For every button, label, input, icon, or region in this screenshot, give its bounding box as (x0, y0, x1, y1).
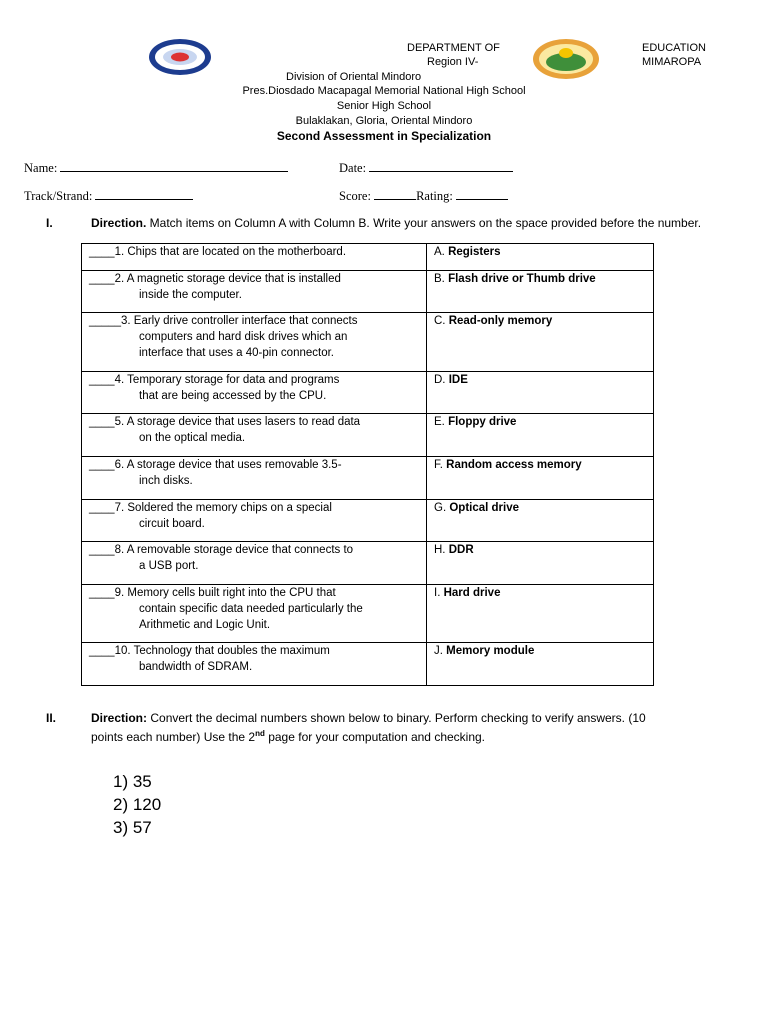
question-text: 9. Memory cells built right into the CPU that (114, 587, 336, 599)
answer-blank[interactable]: ____ (89, 374, 115, 386)
answer-blank[interactable]: ____ (89, 587, 115, 599)
column-a-cell (82, 244, 427, 271)
rating-label: Rating: (416, 189, 453, 203)
column-a-cell (82, 457, 427, 500)
choice-text: Registers (448, 246, 501, 258)
question-text: 1. Chips that are located on the motherboard. (114, 246, 347, 258)
column-b-cell (427, 414, 654, 457)
choice-text: Flash drive or Thumb drive (448, 273, 596, 285)
table-row (82, 585, 654, 643)
division-seal-logo (532, 38, 600, 80)
column-b-cell (427, 313, 654, 372)
question-continuation: computers and hard disk drives which an (139, 331, 348, 343)
choice-text: IDE (448, 374, 468, 386)
question-line (89, 500, 420, 516)
answer-blank[interactable]: ____ (89, 273, 115, 285)
score-label: Score: (339, 189, 371, 203)
table-row (82, 271, 654, 313)
date-blank[interactable] (369, 160, 513, 172)
division-name: Division of Oriental Mindoro (286, 71, 422, 83)
column-a-cell (82, 271, 427, 313)
matching-table (81, 243, 654, 686)
region-left: Region IV- (427, 56, 479, 68)
question-text: 7. Soldered the memory chips on a special (114, 502, 332, 514)
table-row (82, 372, 654, 414)
region-right: MIMAROPA (642, 56, 702, 68)
question-line (89, 271, 420, 287)
choice-text: Floppy drive (448, 416, 517, 428)
question-continuation: that are being accessed by the CPU. (139, 390, 327, 402)
question-line (89, 414, 420, 430)
table-row (82, 457, 654, 500)
column-b-cell (427, 542, 654, 585)
choice-text: Read-only memory (448, 315, 553, 327)
column-b-cell (427, 457, 654, 500)
question-line (89, 372, 420, 388)
name-label: Name: (24, 161, 58, 175)
table-row (82, 414, 654, 457)
column-b-cell (427, 585, 654, 643)
column-a-cell (82, 414, 427, 457)
column-b-cell (427, 500, 654, 542)
column-b-cell (427, 372, 654, 414)
column-a-cell (82, 500, 427, 542)
school-name: Pres.Diosdado Macapagal Memorial National High School (242, 85, 526, 97)
name-blank[interactable] (60, 160, 288, 172)
question-text: 4. Temporary storage for data and programs (114, 374, 340, 386)
answer-blank[interactable]: ____ (89, 416, 115, 428)
question-text: 3. Early drive controller interface that connects (120, 315, 358, 327)
answer-blank[interactable]: ____ (89, 502, 115, 514)
question-line (89, 457, 420, 473)
column-a-cell (82, 372, 427, 414)
question-line (89, 643, 420, 659)
page-title: Second Assessment in Specialization (276, 129, 492, 143)
column-a-cell (82, 585, 427, 643)
question-continuation: interface that uses a 40-pin connector. (139, 347, 334, 359)
question-continuation: inside the computer. (139, 289, 242, 301)
dept-left: DEPARTMENT OF (407, 42, 500, 54)
section-2-direction-label: Direction: (91, 711, 148, 725)
choice-text: Memory module (446, 645, 535, 657)
choice-letter: B. (434, 273, 445, 285)
question-continuation: a USB port. (139, 560, 199, 572)
school-address: Bulaklakan, Gloria, Oriental Mindoro (295, 115, 473, 127)
choice-text: Random access memory (446, 459, 582, 471)
choice-text: Hard drive (443, 587, 501, 599)
table-row (82, 313, 654, 372)
question-text: 5. A storage device that uses lasers to read data (114, 416, 361, 428)
number-list (113, 770, 161, 839)
answer-blank[interactable]: _____ (89, 315, 121, 327)
choice-letter: A. (434, 246, 445, 258)
column-b-cell (427, 271, 654, 313)
score-blank[interactable] (374, 188, 416, 200)
section-2-direction-text-2: page for your computation and checking. (264, 730, 486, 744)
dept-right: EDUCATION (642, 42, 706, 54)
track-field[interactable] (24, 188, 193, 204)
choice-letter: F. (434, 459, 443, 471)
section-1-direction (91, 216, 746, 231)
column-a-cell (82, 542, 427, 585)
answer-blank[interactable]: ____ (89, 544, 115, 556)
question-text: 2. A magnetic storage device that is installed (114, 273, 341, 285)
date-field[interactable] (339, 160, 513, 176)
question-continuation: on the optical media. (139, 432, 246, 444)
track-blank[interactable] (95, 188, 193, 200)
question-continuation: Arithmetic and Logic Unit. (139, 619, 271, 631)
question-line (89, 313, 420, 329)
section-1-numeral: I. (46, 216, 53, 230)
question-continuation: bandwidth of SDRAM. (139, 661, 253, 673)
number-item: 3) 57 (113, 818, 152, 837)
answer-blank[interactable]: ____ (89, 246, 115, 258)
question-continuation: contain specific data needed particularly the (139, 603, 363, 615)
choice-letter: G. (434, 502, 447, 514)
name-field[interactable] (24, 160, 288, 176)
table-row (82, 643, 654, 686)
score-field[interactable] (339, 188, 508, 204)
column-a-cell (82, 643, 427, 686)
column-a-cell (82, 313, 427, 372)
table-row (82, 500, 654, 542)
column-b-cell (427, 643, 654, 686)
table-row (82, 244, 654, 271)
question-text: 10. Technology that doubles the maximum (114, 645, 330, 657)
choice-letter: D. (434, 374, 446, 386)
section-1-direction-label: Direction. (91, 216, 147, 230)
question-line (89, 244, 420, 260)
choice-letter: E. (434, 416, 445, 428)
number-item: 2) 120 (113, 795, 162, 814)
school-level: Senior High School (336, 100, 432, 112)
number-item: 1) 35 (113, 772, 152, 791)
column-b-cell (427, 244, 654, 271)
section-2-numeral: II. (46, 711, 57, 725)
answer-blank[interactable]: ____ (89, 645, 115, 657)
table-row (82, 542, 654, 585)
rating-blank[interactable] (456, 188, 508, 200)
question-continuation: circuit board. (139, 518, 205, 530)
choice-letter: H. (434, 544, 446, 556)
question-text: 6. A storage device that uses removable 3.5- (114, 459, 342, 471)
question-continuation: inch disks. (139, 475, 193, 487)
section-1-direction-text: Match items on Column A with Column B. Write your answers on the space provided before the number. (146, 216, 702, 230)
section-2-direction-text-1: Convert the decimal numbers shown below to binary. Perform checking to verify answers. (10 points each number) Use the 2 (91, 711, 646, 744)
choice-letter: I. (434, 587, 441, 599)
question-line (89, 585, 420, 601)
section-2-superscript: nd (255, 729, 265, 738)
track-label: Track/Strand: (24, 189, 93, 203)
question-text: 8. A removable storage device that connects to (114, 544, 354, 556)
question-line (89, 542, 420, 558)
choice-letter: J. (434, 645, 443, 657)
section-2-direction (91, 711, 661, 745)
school-seal-logo (148, 38, 212, 76)
choice-letter: C. (434, 315, 446, 327)
choice-text: DDR (448, 544, 474, 556)
answer-blank[interactable]: ____ (89, 459, 115, 471)
date-label: Date: (339, 161, 367, 175)
choice-text: Optical drive (449, 502, 520, 514)
